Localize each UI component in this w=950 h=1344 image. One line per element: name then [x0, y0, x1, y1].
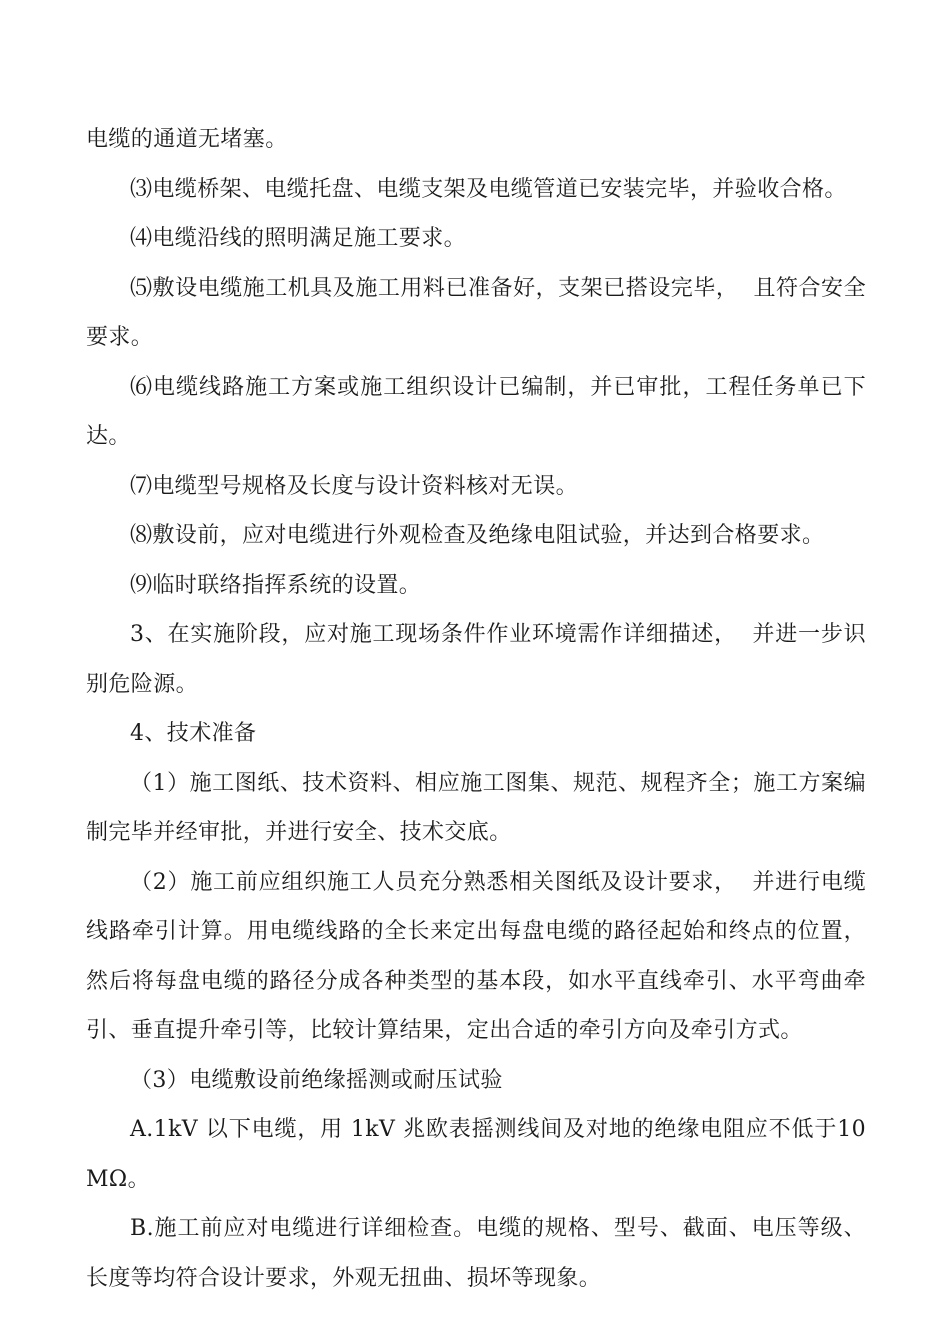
paragraph-7: ⑻敷设前，应对电缆进行外观检查及绝缘电阻试验，并达到合格要求。	[130, 523, 825, 548]
paragraph-13: （3）电缆敷设前绝缘摇测或耐压试验	[130, 1067, 503, 1093]
paragraph-4: ⑸敷设电缆施工机具及施工用料已准备好，支架已搭设完毕， 且符合安全要求。	[86, 275, 866, 350]
paragraph-1: 电缆的通道无堵塞。	[86, 127, 288, 152]
paragraph-10: 4、技术准备	[130, 721, 257, 746]
paragraph-6: ⑺电缆型号规格及长度与设计资料核对无误。	[130, 473, 579, 499]
paragraph-9: 3、在实施阶段，应对施工现场条件作业环境需作详细描述， 并进一步识别危险源。	[86, 622, 866, 697]
paragraph-3: ⑷电缆沿线的照明满足施工要求。	[130, 226, 467, 251]
paragraph-12: （2）施工前应组织施工人员充分熟悉相关图纸及设计要求， 并进行电缆线路牵引计算。用电缆线路的全长来定出每盘电缆的路径起始和终点的位置，然后将每盘电缆的路径分成各种类型的基本段，如水平直线牵引、水平弯曲牵引、垂直提升牵引等，比较计算结果，定出合适的牵引方向及牵引方式。	[86, 869, 866, 1043]
paragraph-11: （1）施工图纸、技术资料、相应施工图集、规范、规程齐全；施工方案编制完毕并经审批，并进行安全、技术交底。	[86, 770, 866, 845]
paragraph-2: ⑶电缆桥架、电缆托盘、电缆支架及电缆管道已安装完毕，并验收合格。	[130, 176, 847, 202]
document-body	[86, 115, 866, 1303]
paragraph-15: B.施工前应对电缆进行详细检查。电缆的规格、型号、截面、电压等级、长度等均符合设计要求，外观无扭曲、损坏等现象。	[86, 1216, 866, 1291]
paragraph-8: ⑼临时联络指挥系统的设置。	[130, 572, 422, 598]
paragraph-5: ⑹电缆线路施工方案或施工组织设计已编制，并已审批，工程任务单已下达。	[86, 374, 866, 449]
paragraph-14: A.1kV 以下电缆，用 1kV 兆欧表摇测线间及对地的绝缘电阻应不低于10MΩ。	[86, 1117, 866, 1192]
